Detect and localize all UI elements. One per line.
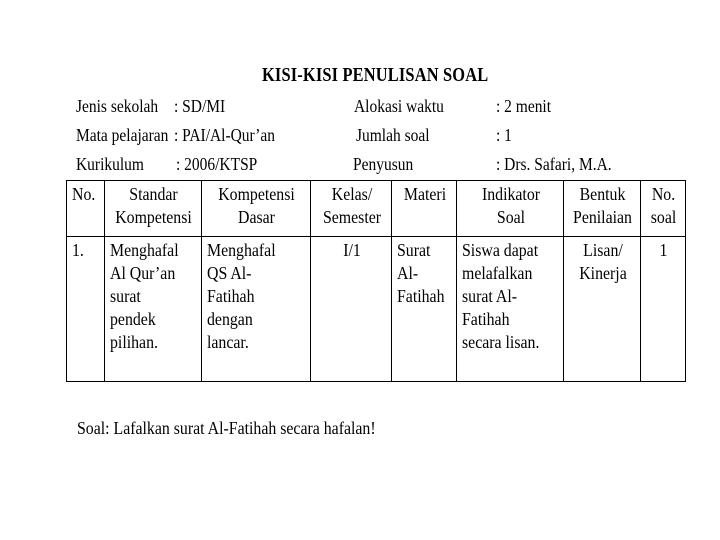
cell-no: 1. (67, 237, 105, 382)
cell-no-soal: 1 (640, 237, 685, 382)
header-indikator-soal: Indikator Soal (457, 181, 564, 237)
header-standar-kompetensi: Standar Kompetensi (105, 181, 202, 237)
header-materi: Materi (392, 181, 457, 237)
info-mata-pelajaran-value: : PAI/Al-Qur’an (174, 125, 276, 145)
cell-kelas-semester: I/1 (311, 237, 392, 382)
cell-kompetensi-dasar: Menghafal QS Al- Fatihah dengan lancar. (202, 237, 311, 382)
info-kurikulum-label: Kurikulum (76, 154, 144, 174)
info-alokasi-waktu-value: : 2 menit (496, 96, 552, 116)
info-penyusun-label: Penyusun (353, 154, 414, 174)
info-alokasi-waktu-label: Alokasi waktu (354, 96, 444, 116)
info-jenis-sekolah-label: Jenis sekolah (76, 96, 159, 116)
cell-bentuk-penilaian: Lisan/ Kinerja (564, 237, 641, 382)
cell-indikator-soal: Siswa dapat melafalkan surat Al- Fatihah secara lisan. (457, 237, 564, 382)
info-jumlah-soal-label: Jumlah soal (356, 125, 430, 145)
kisi-kisi-table (66, 180, 686, 382)
cell-materi: Surat Al- Fatihah (392, 237, 457, 382)
info-jumlah-soal-value: : 1 (496, 125, 512, 145)
page-title: KISI-KISI PENULISAN SOAL (262, 64, 489, 86)
soal-text: Soal: Lafalkan surat Al-Fatihah secara hafalan! (77, 418, 376, 438)
header-kelas-semester: Kelas/ Semester (311, 181, 392, 237)
header-no: No. (67, 181, 105, 237)
info-penyusun-value: : Drs. Safari, M.A. (496, 154, 612, 174)
info-mata-pelajaran-label: Mata pelajaran (76, 125, 169, 145)
header-kompetensi-dasar: Kompetensi Dasar (202, 181, 311, 237)
table-row (67, 237, 686, 382)
header-bentuk-penilaian: Bentuk Penilaian (564, 181, 641, 237)
cell-standar-kompetensi: Menghafal Al Qur’an surat pendek pilihan. (105, 237, 202, 382)
info-jenis-sekolah-value: : SD/MI (174, 96, 226, 116)
info-kurikulum-value: : 2006/KTSP (176, 154, 258, 174)
table-header-row (67, 181, 686, 237)
header-no-soal: No. soal (640, 181, 685, 237)
